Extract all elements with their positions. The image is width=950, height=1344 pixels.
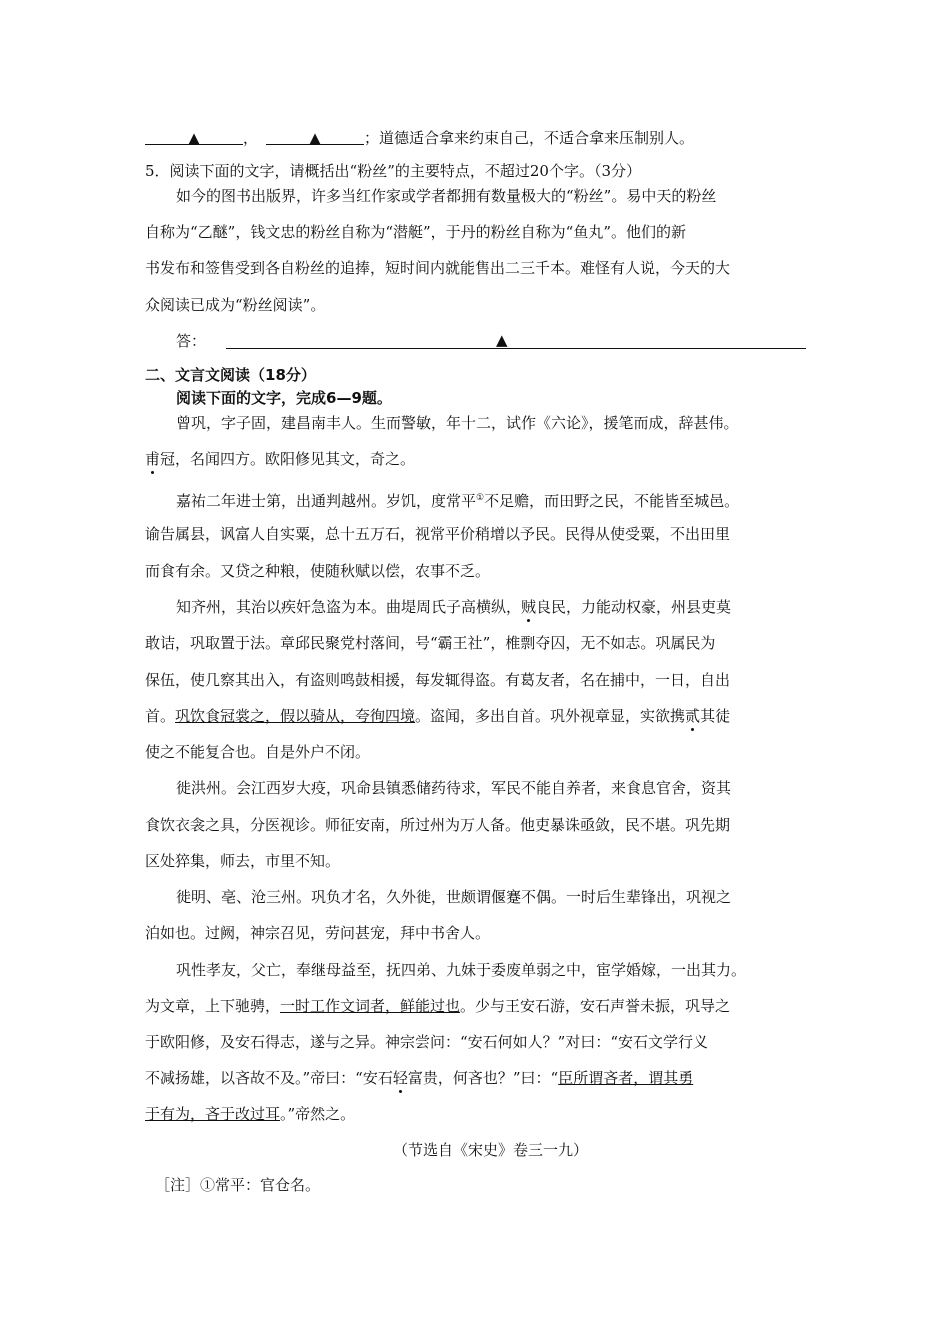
q5-passage-line: 众阅读已成为“粉丝阅读”。 — [145, 296, 326, 314]
q5-passage-line: 如今的图书出版界，许多当红作家或学者都拥有数量极大的“粉丝”。易中天的粉丝 — [176, 187, 717, 205]
passage-line — [145, 996, 730, 1016]
q4-answer-line — [145, 128, 694, 148]
triangle-mark: ▲ — [188, 129, 200, 147]
passage-line: 徙洪州。会江西岁大疫，巩命县镇悉储药待求，军民不能自养者，来食息官舍，资其 — [176, 779, 732, 797]
dotted-char: 贼 — [521, 598, 537, 616]
triangle-mark: ▲ — [496, 331, 508, 349]
underlined-sentence: 巩饮食冠裳之，假以骑从，夸徇四境 — [175, 707, 416, 725]
passage-line: 保伍，使几察其出入，有盗则鸣鼓相援，每发辄得盗。有葛友者，名在捕中，一日，自出 — [145, 671, 731, 689]
text: 。”帝然之。 — [280, 1105, 356, 1123]
triangle-mark: ▲ — [309, 129, 321, 147]
text: 。盗闻，多出自首。巩外视章显，实欲携 — [415, 707, 686, 725]
section-instruction: 阅读下面的文字，完成6—9题。 — [176, 389, 392, 407]
passage-line: 巩性孝友，父亡，奉继母益至，抚四弟、九妹于委废单弱之中，宦学婚嫁，一出其力。 — [176, 961, 747, 979]
text: 首。 — [145, 707, 176, 725]
text: 不减扬雄，以吝故不及。”帝曰：“安石 — [145, 1069, 393, 1087]
passage-line: 于欧阳修，及安石得志，遂与之异。神宗尝问：“安石何如人？”对曰：“安石文学行义 — [145, 1033, 709, 1051]
q5-passage-line: 自称为“乙醚”，钱文忠的粉丝自称为“潜艇”，于丹的粉丝自称为“鱼丸”。他们的新 — [145, 223, 687, 241]
passage-line: 区处猝集，师去，市里不知。 — [145, 852, 341, 870]
text: 不足赡，而田野之民，不能皆至城邑。 — [484, 492, 740, 510]
answer-blank-2[interactable] — [266, 128, 364, 145]
passage-line: 而食有余。又贷之种粮，使随秋赋以偿，农事不乏。 — [145, 562, 491, 580]
passage-line: 谕告属县，讽富人自实粟，总十五万石，视常平价稍增以予民。民得从使受粟，不出田里 — [145, 525, 731, 543]
q5-answer-field[interactable] — [226, 348, 806, 349]
source-citation: （节选自《宋史》卷三一九） — [393, 1141, 589, 1159]
dotted-char: 甫 — [145, 450, 161, 468]
text: 良民，力能动权豪，州县吏莫 — [536, 598, 732, 616]
underlined-sentence: 臣所谓吝者，谓其勇 — [558, 1069, 694, 1087]
text: 知齐州，其治以疾奸急盗为本。曲堤周氏子高横纵， — [176, 598, 522, 616]
text: 冠，名闻四方。欧阳修见其文，奇之。 — [160, 450, 416, 468]
passage-line: 曾巩，字子固，建昌南丰人。生而警敏，年十二，试作《六论》，援笔而成，辞甚伟。 — [176, 414, 739, 432]
passage-line: 使之不能复合也。自是外户不闭。 — [145, 743, 371, 761]
footnote-mark: ① — [476, 493, 485, 503]
text: 。少与王安石游，安石声誉未振，巩导之 — [460, 997, 731, 1015]
q5-answer-label: 答： — [176, 332, 207, 350]
passage-line — [176, 597, 731, 617]
dotted-char: 贰 — [685, 707, 701, 725]
passage-line: 食饮衣衾之具，分医视诊。师征安南，所过州为万人备。他吏暴诛亟敛，民不堪。巩先期 — [145, 816, 731, 834]
text: 富贵，何吝也？”曰：“ — [407, 1069, 559, 1087]
text: 其徒 — [700, 707, 731, 725]
passage-line — [145, 706, 730, 726]
footnote: ［注］①常平：官仓名。 — [155, 1176, 321, 1194]
passage-line — [145, 449, 415, 469]
passage-line: 徙明、亳、沧三州。巩负才名，久外徙，世颇谓偃蹇不偶。一时后生辈锋出，巩视之 — [176, 888, 732, 906]
section-heading: 二、文言文阅读（18分） — [145, 366, 316, 384]
q5-passage-line: 书发布和签售受到各自粉丝的追捧，短时间内就能售出二三千本。难怪有人说，今天的大 — [145, 259, 731, 277]
text: 为文章，上下驰骋， — [145, 997, 281, 1015]
q4-text: ；道德适合拿来约束自己，不适合拿来压制别人。 — [364, 129, 695, 147]
dotted-char: 轻 — [392, 1069, 408, 1087]
passage-line — [176, 488, 739, 511]
passage-line — [145, 1104, 355, 1124]
passage-line: 泊如也。过阙，神宗召见，劳问甚宠，拜中书舍人。 — [145, 924, 491, 942]
answer-blank-1[interactable] — [145, 128, 243, 145]
underlined-sentence: 于有为，吝于改过耳 — [145, 1105, 281, 1123]
comma: ， — [243, 129, 259, 147]
passage-line: 敢诘，巩取置于法。章邱民聚党村落间，号“霸王社”，椎剽夺囚，无不如志。巩属民为 — [145, 634, 716, 652]
q5-prompt: 5．阅读下面的文字，请概括出“粉丝”的主要特点，不超过20个字。（3分） — [145, 162, 642, 180]
underlined-sentence: 一时工作文词者，鲜能过也 — [280, 997, 461, 1015]
passage-line — [145, 1068, 693, 1088]
text: 嘉祐二年进士第，出通判越州。岁饥，度常平 — [176, 492, 477, 510]
